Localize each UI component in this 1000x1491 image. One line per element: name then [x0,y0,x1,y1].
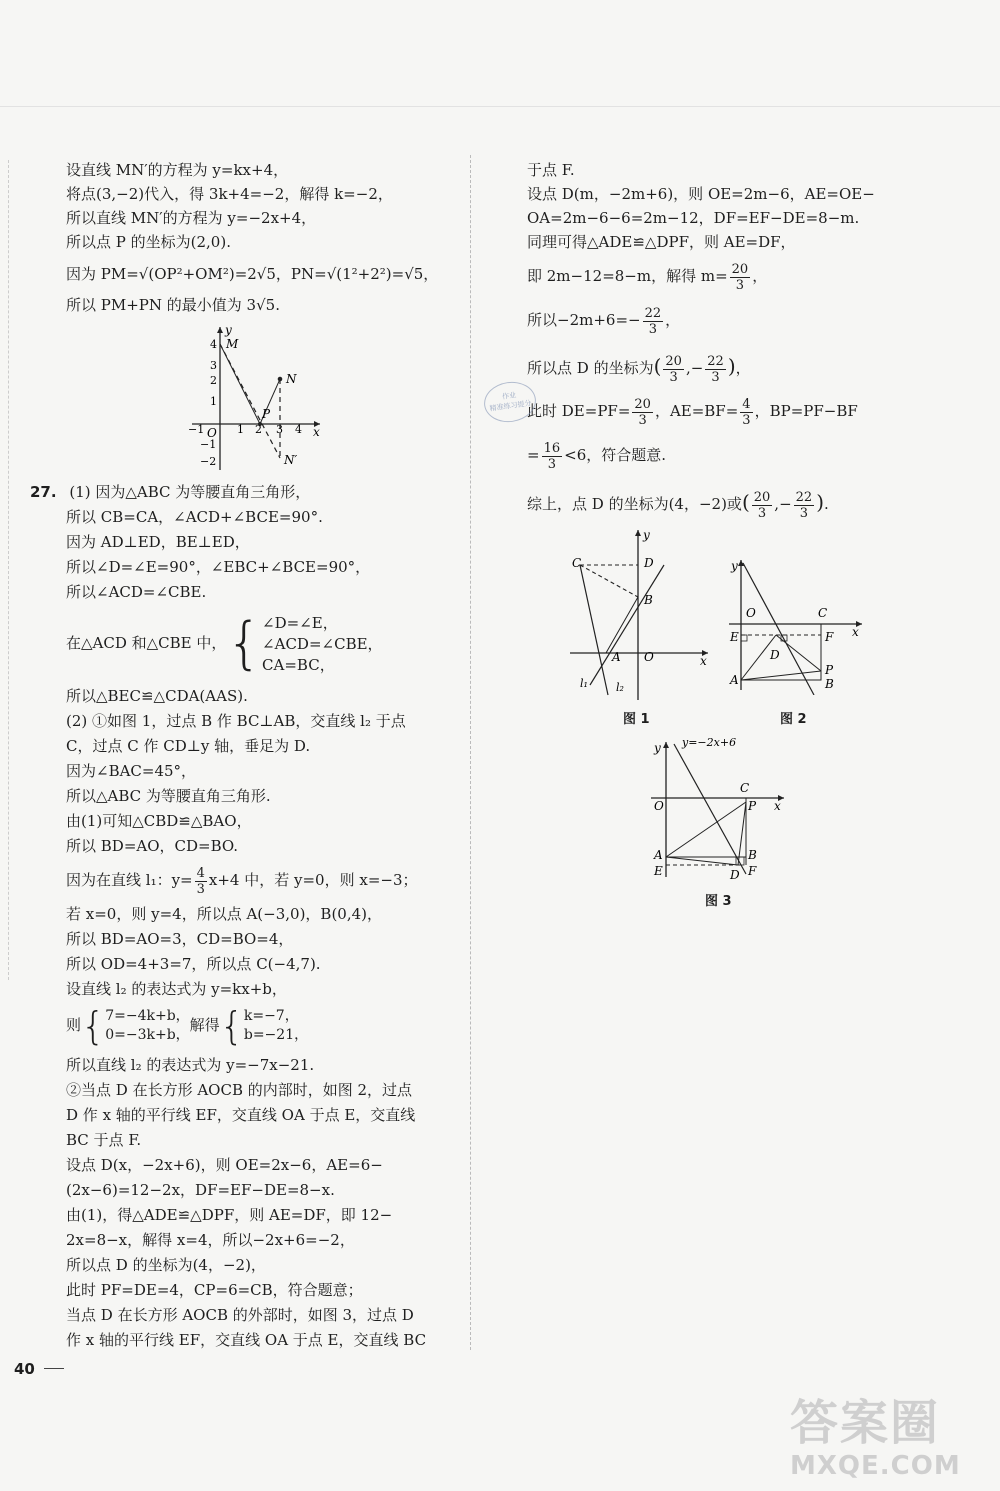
punct: ， [735,359,751,377]
text-line: 此时 PF=DE=4，CP=6=CB，符合题意； [66,1281,363,1299]
denominator: 3 [547,456,556,472]
stamp-text: 精准练习提分 [489,399,532,413]
label-f: F [748,864,757,878]
y-label: y [731,559,738,573]
text-span: 解得 [189,1016,220,1034]
fraction [643,306,664,337]
punct: ,− [774,495,792,513]
label-d: D [644,556,654,570]
text-line [527,346,751,388]
denominator: 3 [735,277,745,293]
right-angle-mark [741,635,747,641]
label-d: D [730,868,740,882]
line-mp [220,344,260,424]
text-line: 由(1)可知△CBD≌△BAO， [66,812,252,830]
text-span: ，BP=PF−BF [754,402,858,420]
fraction [663,354,684,385]
system-line: ∠ACD=∠CBE， [262,634,383,653]
fraction [195,866,207,897]
label-p: P [748,799,757,813]
label-n: N [286,372,297,386]
text-line: OA=2m−6−6=2m−12，DF=EF−DE=8−m. [527,209,860,227]
watermark-url: MXQE.COM [790,1451,961,1481]
system-line: k=−7， [243,1008,299,1024]
label-o: O [644,650,654,664]
text-line: 所以 CB=CA，∠ACD+∠BCE=90°. [66,508,323,526]
left-brace: { [81,1004,106,1048]
text-line: 设点 D(m，−2m+6)，则 OE=2m−6，AE=OE− [527,185,875,203]
figure-2-caption: 图 2 [780,712,807,727]
punct: ， [752,267,768,285]
fraction [730,262,751,293]
page-number-rule [44,1368,64,1369]
text-line: 因为∠BAC=45°， [66,762,197,780]
fraction [752,490,773,521]
text-span: 则 [66,1016,82,1034]
tick-y3: 3 [210,359,217,372]
segment-cb [580,565,638,597]
text-line [66,863,418,897]
text-line: 由(1)，得△ADE≌△DPF，则 AE=DF，即 12− [66,1206,393,1224]
paren: ( [741,490,750,514]
label-c: C [572,556,582,570]
page-number: 40 [14,1360,35,1378]
text-line: 设直线 MN′的方程为 y=kx+4， [66,161,289,179]
denominator: 3 [742,412,751,428]
punct: ,− [685,359,704,377]
fraction [740,397,752,428]
fraction [542,441,563,472]
text-line: 所以 OD=4+3=7，所以点 C(−4,7). [66,955,321,973]
text-line: 所以 PM+PN 的最小值为 3√5. [66,296,280,314]
watermark-text: 答案圈 [790,1395,941,1451]
label-o: O [746,606,756,620]
system-lines [244,1007,308,1045]
y-label: y [225,323,232,337]
segment-ad [666,857,738,865]
y-label: y [654,741,661,755]
tick-ym1: −1 [200,438,217,451]
text-line: C，过点 C 作 CD⊥y 轴，垂足为 D. [66,737,311,755]
text-line: 所以点 P 的坐标为(2,0). [66,233,231,251]
numerator: 22 [644,305,662,321]
text-line: 所以 BD=AO=3，CD=BO=4， [66,930,294,948]
equation-system [66,610,383,676]
denominator: 3 [648,321,657,337]
line-l1 [590,565,664,685]
text-span: 即 2m−12=8−m，解得 m= [527,267,728,285]
x-label: x [852,625,859,639]
denominator: 3 [196,881,205,897]
x-label: x [313,425,320,439]
text-line: 当点 D 在长方形 AOCB 的外部时，如图 3，过点 D [66,1306,414,1324]
text-span: 此时 DE=PF= [527,402,631,420]
text-line [527,436,666,474]
punct: ， [665,311,681,329]
left-brace: { [226,611,263,676]
text-line: (2) ①如图 1，过点 B 作 BC⊥AB，交直线 l₂ 于点 [66,712,406,730]
stamp-text: 作业 [501,391,517,401]
figure-2 [724,555,874,695]
label-a: A [730,673,739,687]
text-line: 所以直线 l₂ 的表达式为 y=−7x−21. [66,1056,315,1074]
numerator: 20 [665,353,682,369]
question-27-line [30,482,310,502]
paren: ) [816,490,824,514]
fraction [705,354,726,385]
line-y [743,563,814,695]
tick-y4: 4 [210,338,217,351]
segment-ap [741,671,821,680]
top-rule [0,106,1000,107]
line-l2 [580,565,608,695]
text-line: 因为 PM=√(OP²+OM²)=2√5，PN=√(1²+2²)=√5， [66,265,439,283]
column-separator [470,155,471,1350]
text-line [527,392,858,430]
label-p: P [262,407,271,421]
label-o: O [654,799,664,813]
fraction [794,490,815,521]
numerator: 22 [795,489,813,505]
y-axis-arrow [217,327,223,333]
question-number: 27. [30,483,57,501]
tick-ym2: −2 [200,455,217,468]
label-d: D [770,648,780,662]
text-span: <6，符合题意. [564,446,667,464]
text-line: 因为 AD⊥ED，BE⊥ED， [66,533,250,551]
tick-xm1: −1 [188,423,205,436]
margin-line [8,160,9,980]
punct: . [824,495,829,513]
tick-x3: 3 [276,423,283,436]
label-a: A [654,848,663,862]
coordinate-figure [180,322,330,474]
denominator: 3 [669,369,678,385]
text-line [527,302,680,338]
text-line: 所以△BEC≌△CDA(AAS). [66,687,248,705]
text-line: 所以∠ACD=∠CBE. [66,583,207,601]
label-m: M [226,337,239,351]
label-f: F [825,630,834,644]
numerator: 20 [731,261,749,277]
figure-1-caption: 图 1 [623,712,650,727]
text-span: 所以−2m+6=− [527,311,641,329]
label-a: A [612,650,621,664]
text-line: BC 于点 F. [66,1131,142,1149]
label-c: C [740,781,750,795]
numerator: 22 [707,353,724,369]
label-b: B [748,848,757,862]
text-line: 所以直线 MN′的方程为 y=−2x+4， [66,209,317,227]
watermark-logo [790,1395,990,1485]
y-axis-arrow [663,742,669,748]
text-line: D 作 x 轴的平行线 EF，交直线 OA 于点 E，交直线 [66,1106,416,1124]
equation-system-2 [66,1002,308,1048]
tick-x4: 4 [295,423,302,436]
segment-dp [738,802,746,865]
figure-3 [646,732,796,882]
label-o: O [207,426,217,440]
fraction [632,397,653,428]
text-line: 设直线 l₂ 的表达式为 y=kx+b， [66,980,287,998]
text-line: 若 x=0，则 y=4，所以点 A(−3,0)，B(0,4)， [66,905,383,923]
denominator: 3 [757,505,767,521]
figure-3-caption: 图 3 [705,894,732,909]
label-p: P [825,663,834,677]
text-line: 设点 D(x，−2x+6)，则 OE=2x−6，AE=6− [66,1156,383,1174]
text-line: 所以∠D=∠E=90°，∠EBC+∠BCE=90°， [66,558,371,576]
numerator: 16 [543,440,561,456]
text-span: = [527,446,540,464]
text-line: 将点(3,−2)代入，得 3k+4=−2，解得 k=−2， [66,185,393,203]
numerator: 4 [742,396,751,412]
tick-x1: 1 [237,423,244,436]
y-label: y [643,528,650,542]
text-line: 所以△ABC 为等腰直角三角形. [66,787,271,805]
text-span: 在△ACD 和△CBE 中， [66,634,227,652]
text-line: ②当点 D 在长方形 AOCB 的内部时，如图 2，过点 [66,1081,413,1099]
label-e: E [654,864,663,878]
segment-ab [606,597,638,653]
text-line: 于点 F. [527,161,575,179]
text-span: 综上，点 D 的坐标为(4，−2)或 [527,495,742,513]
text-line: 作 x 轴的平行线 EF，交直线 OA 于点 E，交直线 BC [66,1331,427,1349]
equation-label: y=−2x+6 [682,736,737,749]
numerator: 20 [634,396,651,412]
label-l1: l₁ [580,677,588,690]
text-span: ，AE=BF= [654,402,739,420]
figure-1 [560,525,720,705]
segment-ap [666,802,746,857]
system-lines [105,1007,189,1045]
paren: ( [653,354,662,378]
denominator: 3 [711,369,720,385]
text-line [527,482,829,524]
label-c: C [818,606,828,620]
label-n-prime: N′ [284,453,298,467]
system-line: b=−21， [243,1027,309,1043]
text-span: x+4 中，若 y=0，则 x=−3； [208,871,418,889]
system-line: 7=−4k+b， [105,1008,190,1024]
tick-x2: 2 [255,423,262,436]
denominator: 3 [638,412,647,428]
system-line: ∠D=∠E， [262,613,338,632]
label-l2: l₂ [616,681,624,694]
label-e: E [730,630,739,644]
label-b: B [644,593,653,607]
text-span: (1) 因为△ABC 为等腰直角三角形， [69,483,311,501]
system-line: 0=−3k+b， [105,1027,190,1043]
left-brace: { [219,1004,244,1048]
text-line: 所以点 D 的坐标为(4，−2)， [66,1256,266,1274]
tick-y1: 1 [210,395,217,408]
x-label: x [700,654,707,668]
text-line: 2x=8−x，解得 x=4，所以−2x+6=−2， [66,1231,355,1249]
text-line: 所以 BD=AO，CD=BO. [66,837,239,855]
text-span: 因为在直线 l₁：y= [66,871,193,889]
x-label: x [774,799,781,813]
y-axis-arrow [635,530,641,536]
point-n [278,377,283,382]
numerator: 4 [196,865,205,881]
numerator: 20 [753,489,771,505]
text-line: 同理可得△ADE≌△DPF，则 AE=DF， [527,233,796,251]
denominator: 3 [799,505,809,521]
system-lines [262,613,383,676]
text-line [527,258,767,294]
text-span: 所以点 D 的坐标为 [527,359,654,377]
tick-y2: 2 [210,374,217,387]
paren: ) [727,354,736,378]
system-line: CA=BC， [262,655,335,674]
text-line: (2x−6)=12−2x，DF=EF−DE=8−x. [66,1181,335,1199]
label-b: B [825,677,834,691]
